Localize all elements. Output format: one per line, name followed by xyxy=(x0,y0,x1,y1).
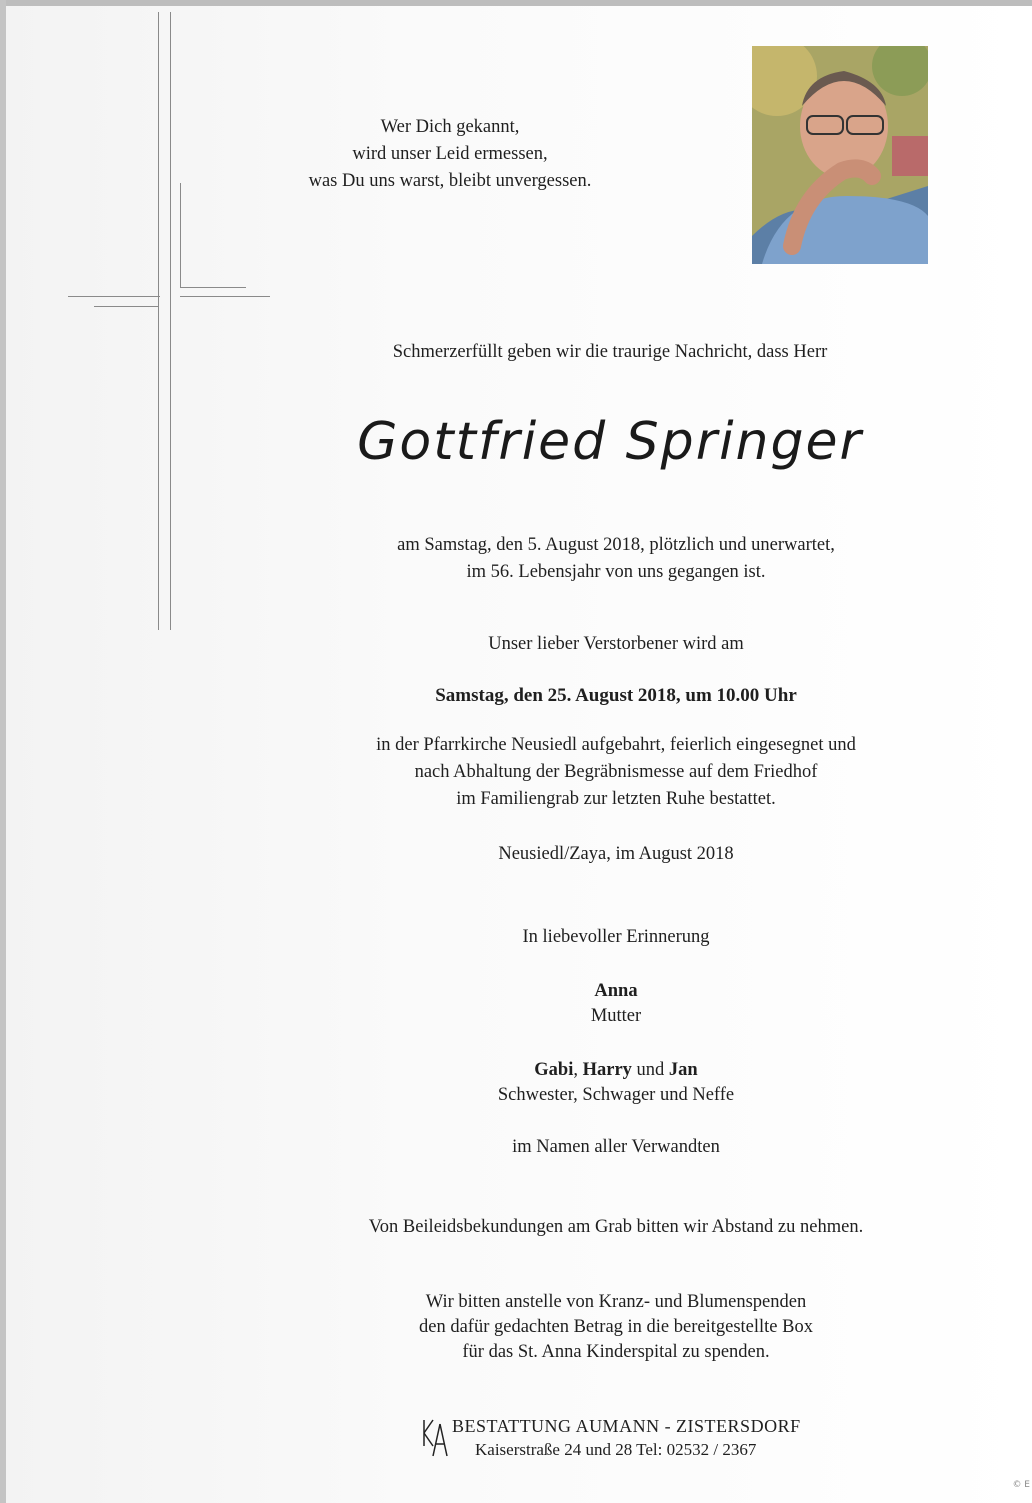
name-separator: und xyxy=(631,1060,669,1080)
remembrance-line: In liebevoller Erinnerung xyxy=(522,927,710,947)
donation-request xyxy=(300,1290,932,1365)
mourner-names xyxy=(300,1057,932,1084)
mourner-relation: Schwester, Schwager und Neffe xyxy=(497,1085,735,1105)
mourner-name: Anna xyxy=(594,981,638,1001)
corner-mark: © E xyxy=(1012,1480,1030,1490)
all-relatives-line: im Namen aller Verwandten xyxy=(512,1137,720,1157)
undertaker-logo-icon xyxy=(420,1416,450,1458)
deceased-name: Gottfried Springer xyxy=(357,412,863,472)
mourner-relation: Mutter xyxy=(590,1006,642,1026)
poem-line: wird unser Leid ermessen, xyxy=(352,144,548,164)
mourner-name: Gabi xyxy=(534,1060,574,1080)
undertaker-address: Kaiserstraße 24 und 28 Tel: 02532 / 2367 xyxy=(475,1440,757,1459)
ceremony-details xyxy=(300,732,932,813)
place-date: Neusiedl/Zaya, im August 2018 xyxy=(498,844,734,864)
funeral-intro: Unser lieber Verstorbener wird am xyxy=(488,634,744,654)
death-notice-line: im 56. Lebensjahr von uns gegangen ist. xyxy=(466,562,766,582)
poem-line: Wer Dich gekannt, xyxy=(380,117,520,137)
portrait-photo xyxy=(752,46,928,264)
mourner-name: Jan xyxy=(668,1060,698,1080)
ceremony-line: in der Pfarrkirche Neusiedl aufgebahrt, feierlich eingesegnet und xyxy=(376,735,856,755)
death-notice xyxy=(300,532,932,586)
death-notice-line: am Samstag, den 5. August 2018, plötzlich und unerwartet, xyxy=(397,535,835,555)
undertaker-name: BESTATTUNG AUMANN - ZISTERSDORF xyxy=(452,1416,801,1436)
funeral-date: Samstag, den 25. August 2018, um 10.00 Uhr xyxy=(435,685,797,706)
donation-line: den dafür gedachten Betrag in die bereitgestellte Box xyxy=(418,1317,813,1337)
undertaker-block xyxy=(420,1414,820,1464)
memorial-poem xyxy=(250,114,650,195)
ceremony-line: im Familiengrab zur letzten Ruhe bestattet. xyxy=(456,789,776,809)
intro-text: Schmerzerfüllt geben wir die traurige Nachricht, dass Herr xyxy=(392,342,828,362)
ceremony-line: nach Abhaltung der Begräbnismesse auf dem Friedhof xyxy=(414,762,818,782)
name-separator: , xyxy=(573,1060,583,1080)
portrait-illustration xyxy=(752,46,928,264)
donation-line: für das St. Anna Kinderspital zu spenden. xyxy=(462,1342,770,1362)
condolence-notice: Von Beileidsbekundungen am Grab bitten wir Abstand zu nehmen. xyxy=(368,1217,864,1237)
donation-line: Wir bitten anstelle von Kranz- und Blumenspenden xyxy=(425,1292,807,1312)
poem-line: was Du uns warst, bleibt unvergessen. xyxy=(308,171,592,191)
mourner-name: Harry xyxy=(582,1060,632,1080)
